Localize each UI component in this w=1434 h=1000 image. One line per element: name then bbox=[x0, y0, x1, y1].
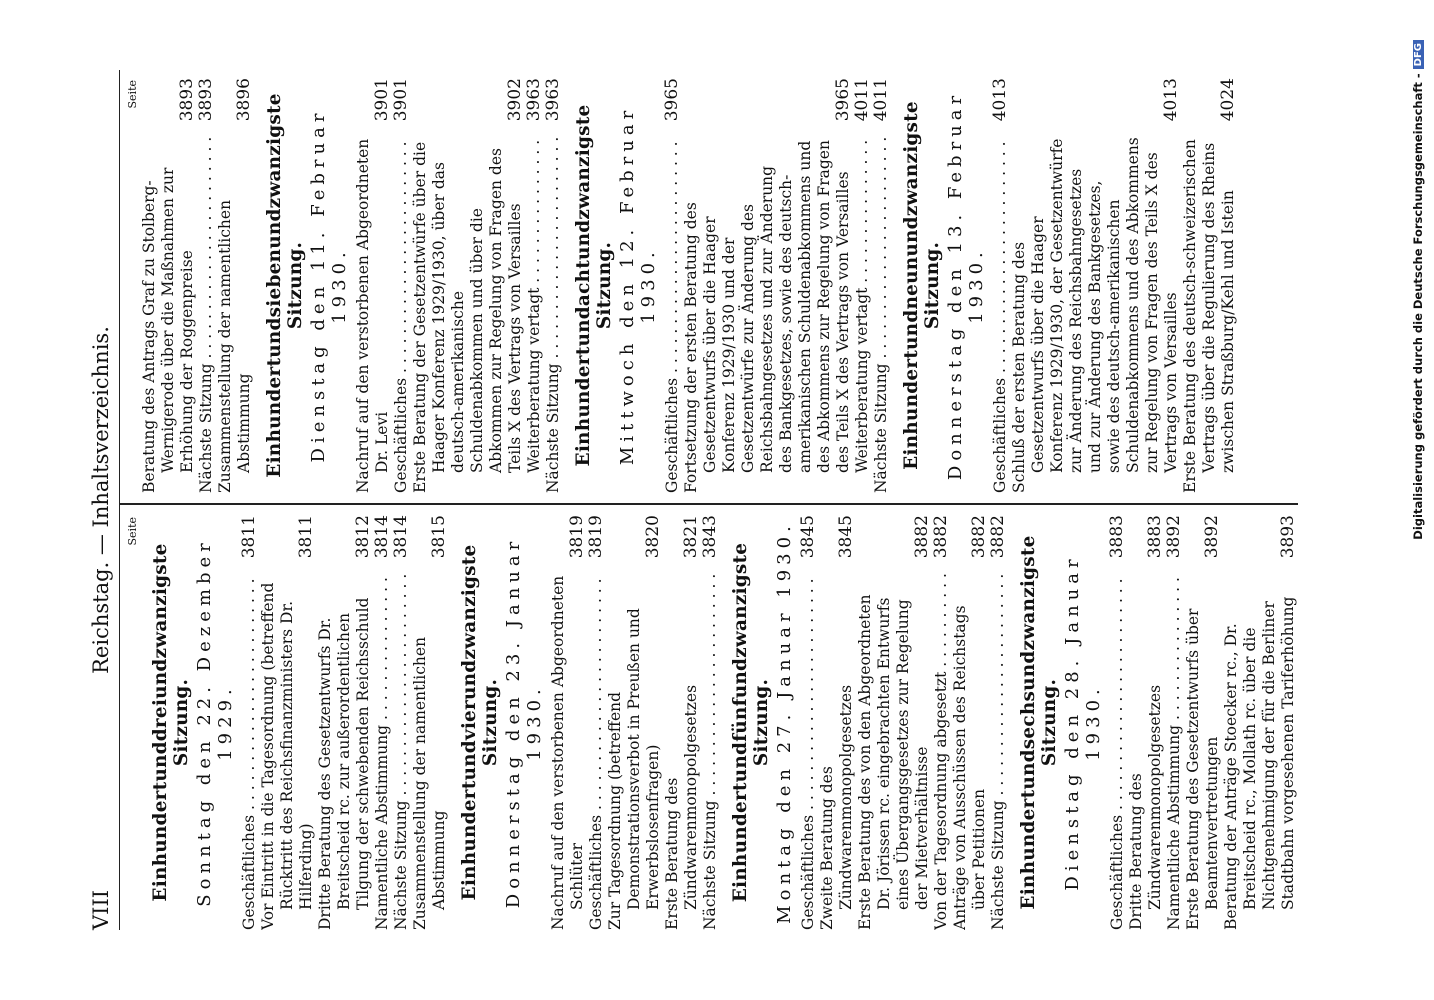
toc-entry bbox=[525, 78, 544, 493]
toc-entry bbox=[392, 78, 411, 493]
entry-text: Geschäftliches . . . bbox=[1108, 573, 1127, 930]
session-date: Dienstag den 28. Januar 1930. bbox=[1062, 554, 1104, 891]
entry-page: 4011 bbox=[871, 78, 891, 122]
session-heading: Einhundertundachtundzwanzigste Sitzung. bbox=[573, 104, 615, 467]
toc-entry bbox=[701, 515, 720, 930]
entry-text: Nächste Sitzung . . . bbox=[989, 573, 1008, 930]
toc-entry bbox=[1127, 515, 1165, 930]
seite-label: Seite bbox=[126, 80, 139, 109]
entry-text: Nächste Sitzung . . . bbox=[197, 136, 216, 493]
entry-text: Geschäftliches . . . bbox=[663, 136, 682, 493]
toc-entry bbox=[1184, 515, 1222, 930]
toc-entry bbox=[1010, 78, 1181, 493]
running-header bbox=[85, 70, 120, 930]
entry-page: 3814 bbox=[391, 515, 411, 559]
entry-page: 3882 bbox=[988, 515, 1008, 559]
toc-entry bbox=[549, 515, 587, 930]
entry-text: Nächste Sitzung . . . bbox=[701, 573, 720, 930]
toc-entry bbox=[872, 78, 891, 493]
entry-page: 3812 bbox=[353, 515, 373, 559]
session-heading: Einhundertundneunundzwanzigste Sitzung. bbox=[901, 101, 943, 470]
toc-entry bbox=[991, 78, 1010, 493]
entry-text: Beratung der Anträge Stoecker rc., Dr. Breitscheid rc., Mollath rc. über die Nichtgenehmigung der für die Berliner Stadtbahn vorgesehenen Tariferhöhung bbox=[1222, 596, 1297, 930]
entry-text: Erste Beratung des Zündwarenmonopolgesetzes bbox=[663, 684, 700, 930]
entry-text: Erste Beratung des deutsch-schweizerischen Vertrags über die Regulierung des Rheins zwischen Straßburg/Kehl und Istein bbox=[1181, 139, 1237, 493]
rotated-page bbox=[75, 50, 1385, 950]
session-date: Dienstag den 11. Februar 1930. bbox=[308, 108, 350, 463]
entry-page: 3896 bbox=[234, 78, 254, 122]
session-date: Donnerstag den 23. Januar 1930. bbox=[503, 536, 545, 909]
entry-page: 3901 bbox=[372, 78, 392, 122]
toc-entry bbox=[197, 78, 216, 493]
entry-page: 3883 bbox=[1145, 515, 1165, 559]
entry-text: Namentliche Abstimmung . . . bbox=[373, 573, 392, 930]
toc-entry bbox=[853, 78, 872, 493]
entry-page: 3893 bbox=[196, 78, 216, 122]
entry-text: Von der Tagesordnung abgesetzt . . . bbox=[932, 573, 951, 930]
two-columns bbox=[120, 70, 1298, 930]
entry-page: 4024 bbox=[1218, 78, 1238, 122]
entry-page: 3892 bbox=[1164, 515, 1184, 559]
entry-text: Erste Beratung der Gesetzentwürfe über die Haager Konferenz 1929/1930, über das deutsch-amerikanische Schuldenabkommen und über die Abkommen zur Regelung von Fragen des Teils X des Vertrags von Versailles bbox=[411, 141, 524, 493]
entry-page: 3845 bbox=[836, 515, 856, 559]
entry-page: 3819 bbox=[567, 515, 587, 559]
session-date: Montag den 27. Januar 1930. bbox=[774, 521, 795, 924]
entry-page: 4011 bbox=[852, 78, 872, 122]
entry-page: 3902 bbox=[505, 78, 525, 122]
toc-entry bbox=[989, 515, 1008, 930]
entry-page: 3882 bbox=[969, 515, 989, 559]
entry-text: Erste Beratung des Gesetzentwurfs über Beamtenvertretungen bbox=[1184, 608, 1221, 930]
toc-entry bbox=[392, 515, 411, 930]
toc-entry bbox=[856, 515, 932, 930]
entry-page: 3882 bbox=[931, 515, 951, 559]
dfg-logo: DFG bbox=[1413, 40, 1424, 69]
session-heading: Einhundertunddreiundzwanzigste Sitzung. bbox=[150, 543, 192, 902]
toc-entry bbox=[411, 78, 525, 493]
session-heading: Einhundertundsechsundzwanzigste Sitzung. bbox=[1018, 535, 1060, 910]
toc-entry bbox=[354, 78, 392, 493]
toc-entry bbox=[1181, 78, 1238, 493]
entry-text: Beratung des Antrags Graf zu Stolberg-Wernigerode über die Maßnahmen zur Erhöhung der Roggenpreise bbox=[140, 167, 196, 493]
entry-page: 3815 bbox=[429, 515, 449, 559]
entry-text: Zusammenstellung der namentlichen Abstimmung bbox=[411, 636, 448, 930]
entry-text: Geschäftliches . . . bbox=[392, 136, 411, 493]
entry-text: Nachruf auf den verstorbenen Abgeordneten Schlüter bbox=[549, 575, 586, 930]
toc-entry bbox=[373, 515, 392, 930]
toc-entry bbox=[411, 515, 449, 930]
entry-text: Geschäftliches . . . bbox=[991, 136, 1010, 493]
toc-entry bbox=[682, 78, 853, 493]
right-column bbox=[120, 78, 1298, 493]
entry-text: Nächste Sitzung . . . bbox=[544, 136, 563, 493]
toc-entry bbox=[818, 515, 856, 930]
entry-page: 3892 bbox=[1202, 515, 1222, 559]
entry-text: Dritte Beratung des Zündwarenmonopolgesetzes bbox=[1127, 684, 1164, 930]
entry-page: 3963 bbox=[524, 78, 544, 122]
toc-entry bbox=[216, 78, 254, 493]
entry-text: Zusammenstellung der namentlichen Abstimmung bbox=[216, 199, 253, 493]
entry-page: 3843 bbox=[700, 515, 720, 559]
toc-entry bbox=[316, 515, 373, 930]
entry-text: Nächste Sitzung . . . bbox=[392, 573, 411, 930]
toc-entry bbox=[587, 515, 606, 930]
digitization-stamp bbox=[1408, 40, 1428, 880]
entry-page: 3811 bbox=[296, 515, 316, 559]
entry-text: Geschäftliches . . . bbox=[587, 573, 606, 930]
entry-text: Weiterberatung vertagt . . . bbox=[525, 136, 544, 493]
toc-entry bbox=[1165, 515, 1184, 930]
toc-entry bbox=[1222, 515, 1298, 930]
toc-entry bbox=[799, 515, 818, 930]
toc-entry bbox=[259, 515, 316, 930]
entry-text: Erste Beratung des von den Abgeordneten Dr. Jörissen rc. eingebrachten Entwurfs eines Übergangsgesetzes zur Regelung der Mietverhältnisse bbox=[856, 594, 931, 930]
entry-text: Schluß der ersten Beratung des Gesetzentwurfs über die Haager Konferenz 1929/1930, der Gesetzentwürfe zur Änderung des Reichsbahngesetzes und zur Änderung des Bankgesetzes, sowie des deutsch-amerikanischen Schuldenabkommens und des Abkommens zur Regelung von Fragen des Teils X des Vertrags von Versailles bbox=[1010, 137, 1180, 493]
entry-text: Nachruf auf den verstorbenen Abgeordneten Dr. Levi bbox=[354, 138, 391, 493]
session-heading: Einhundertundsiebenundzwanzigste Sitzung. bbox=[264, 93, 306, 478]
toc-entry bbox=[140, 78, 197, 493]
toc-entry bbox=[663, 78, 682, 493]
session-date: Mittwoch den 12. Februar 1930. bbox=[617, 105, 659, 466]
entry-page: 3882 bbox=[912, 515, 932, 559]
page-number: VIII bbox=[89, 889, 113, 930]
entry-page: 3893 bbox=[177, 78, 197, 122]
entry-page: 3883 bbox=[1107, 515, 1127, 559]
session-date: Sonntag den 22. Dezember 1929. bbox=[194, 538, 236, 907]
entry-text: Namentliche Abstimmung . . . bbox=[1165, 573, 1184, 930]
entry-page: 3814 bbox=[372, 515, 392, 559]
entry-page: 3811 bbox=[239, 515, 259, 559]
seite-label: Seite bbox=[126, 517, 139, 546]
toc-entry bbox=[951, 515, 989, 930]
entry-page: 3965 bbox=[662, 78, 682, 122]
entry-page: 3820 bbox=[643, 515, 663, 559]
entry-page: 3845 bbox=[798, 515, 818, 559]
toc-entry bbox=[663, 515, 701, 930]
stamp-text: Digitalisierung gefördert durch die Deutsche Forschungsgemeinschaft - bbox=[1411, 73, 1425, 540]
entry-page: 3965 bbox=[833, 78, 853, 122]
entry-page: 3901 bbox=[391, 78, 411, 122]
toc-entry bbox=[606, 515, 663, 930]
entry-page: 4013 bbox=[1161, 78, 1181, 122]
entry-page: 3819 bbox=[586, 515, 606, 559]
toc-entry bbox=[932, 515, 951, 930]
entry-text: Zweite Beratung des Zündwarenmonopolgesetzes bbox=[818, 684, 855, 930]
entry-page: 4013 bbox=[990, 78, 1010, 122]
entry-page: 3893 bbox=[1278, 515, 1298, 559]
toc-entry bbox=[1108, 515, 1127, 930]
entry-text: Geschäftliches . . . bbox=[240, 573, 259, 930]
session-date: Donnerstag den 13. Februar 1930. bbox=[945, 90, 987, 481]
entry-text: Anträge von Ausschüssen des Reichstags über Petitionen bbox=[951, 605, 988, 930]
session-heading: Einhundertundvierundzwanzigste Sitzung. bbox=[459, 544, 501, 901]
page-title: Reichstag. — Inhaltsverzeichnis. bbox=[89, 326, 113, 674]
entry-text: Zur Tagesordnung (betreffend Demonstrationsverbot in Preußen und Erwerbslosenfragen) bbox=[606, 608, 662, 930]
entry-text: Weiterberatung vertagt . . . bbox=[853, 136, 872, 493]
session-heading: Einhundertundfünfundzwanzigste Sitzung. bbox=[730, 542, 772, 903]
entry-text: Dritte Beratung des Gesetzentwurfs Dr. Breitscheid rc. zur außerordentlichen Tilgung der schwebenden Reichsschuld bbox=[316, 597, 372, 930]
toc-entry bbox=[544, 78, 563, 493]
entry-text: Fortsetzung der ersten Beratung des Gesetzentwurfs über die Haager Konferenz 1929/1930 und der Gesetzentwürfe zur Änderung des Reichsbahngesetzes und zur Änderung des Bankgesetzes, sowie des deutsch-amerikanischen Schuldenabkommens und des Abkommens zur Regelung von Fragen des Teils X des Vertrags von Versailles bbox=[682, 140, 852, 493]
left-column bbox=[120, 515, 1298, 930]
toc-entry bbox=[240, 515, 259, 930]
entry-page: 3821 bbox=[681, 515, 701, 559]
entry-text: Geschäftliches . . . bbox=[799, 573, 818, 930]
column-divider bbox=[120, 503, 1298, 505]
entry-text: Nächste Sitzung . . . bbox=[872, 136, 891, 493]
entry-page: 3963 bbox=[543, 78, 563, 122]
entry-text: Vor Eintritt in die Tagesordnung (betreffend Rücktritt des Reichsfinanzministers Dr. Hilferding) bbox=[259, 582, 315, 930]
